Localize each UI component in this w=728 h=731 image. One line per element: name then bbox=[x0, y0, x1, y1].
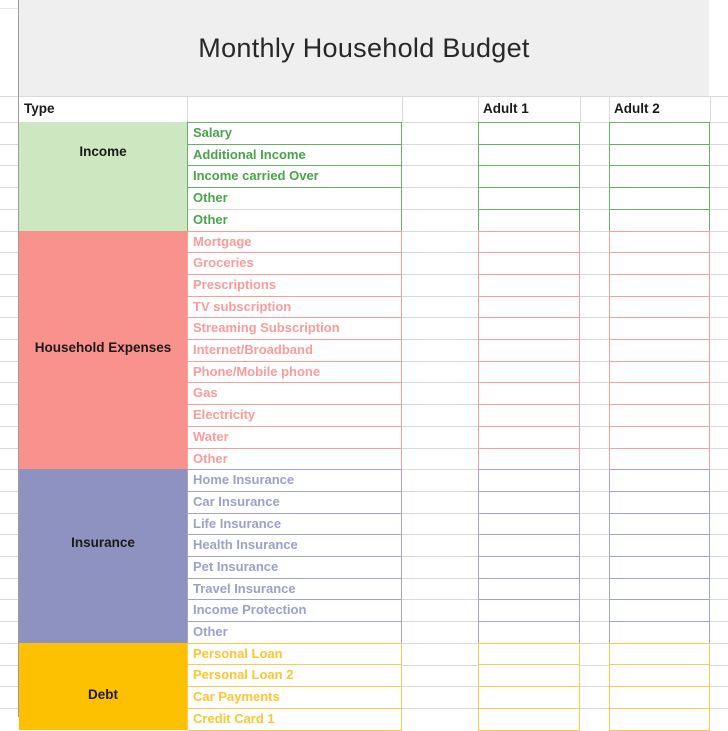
row-divider bbox=[479, 448, 579, 449]
adult1-input-cell[interactable] bbox=[479, 339, 579, 361]
item-cell-car-insurance: Car Insurance bbox=[193, 493, 280, 509]
adult1-input-cell[interactable] bbox=[479, 231, 579, 253]
row-divider bbox=[188, 426, 401, 427]
adult1-input-cell[interactable] bbox=[479, 491, 579, 513]
adult2-input-cell[interactable] bbox=[610, 274, 709, 296]
row-divider bbox=[188, 599, 401, 600]
adult1-input-cell[interactable] bbox=[479, 361, 579, 383]
section-cell-debt bbox=[19, 643, 187, 730]
row-divider bbox=[610, 556, 709, 557]
adult1-input-cell[interactable] bbox=[479, 513, 579, 535]
row-divider bbox=[610, 426, 709, 427]
section-cell-insurance bbox=[19, 469, 187, 643]
item-cell-car-payments: Car Payments bbox=[193, 689, 280, 705]
item-cell-streaming-subscription: Streaming Subscription bbox=[193, 320, 340, 336]
adult1-input-cell[interactable] bbox=[479, 404, 579, 426]
row-divider bbox=[610, 491, 709, 492]
row-divider bbox=[188, 534, 401, 535]
row-divider bbox=[479, 144, 579, 145]
item-cell-internet-broadband: Internet/Broadband bbox=[193, 342, 313, 357]
adult2-value-column-income bbox=[609, 122, 710, 232]
adult1-input-cell[interactable] bbox=[479, 578, 579, 600]
row-divider bbox=[479, 534, 579, 535]
item-cell-health-insurance: Health Insurance bbox=[193, 537, 298, 553]
adult2-value-column-insurance bbox=[609, 469, 710, 644]
row-divider bbox=[610, 209, 709, 210]
row-divider bbox=[610, 513, 709, 514]
column-gridline bbox=[609, 96, 610, 122]
row-divider bbox=[479, 513, 579, 514]
item-cell-credit-card-1: Credit Card 1 bbox=[193, 710, 275, 726]
adult2-input-cell[interactable] bbox=[610, 578, 709, 600]
adult1-input-cell[interactable] bbox=[479, 534, 579, 556]
row-divider bbox=[188, 339, 401, 340]
row-divider bbox=[610, 534, 709, 535]
adult2-value-column-household-expenses bbox=[609, 231, 710, 471]
row-divider bbox=[610, 708, 709, 709]
row-divider bbox=[188, 144, 401, 145]
row-divider bbox=[610, 339, 709, 340]
row-divider bbox=[188, 556, 401, 557]
row-divider bbox=[479, 578, 579, 579]
adult2-value-column-debt bbox=[609, 643, 710, 731]
item-cell-mortgage: Mortgage bbox=[193, 233, 252, 249]
page-title: Monthly Household Budget bbox=[198, 32, 530, 63]
row-divider bbox=[188, 187, 401, 188]
adult2-input-cell[interactable] bbox=[610, 686, 709, 708]
adult2-input-cell[interactable] bbox=[610, 534, 709, 556]
row-divider bbox=[479, 209, 579, 210]
item-cell-phone-mobile-phone: Phone/Mobile phone bbox=[193, 363, 321, 379]
row-divider bbox=[479, 686, 579, 687]
adult1-input-cell[interactable] bbox=[479, 426, 579, 448]
adult2-input-cell[interactable] bbox=[610, 317, 709, 339]
row-divider bbox=[479, 187, 579, 188]
row-gridline bbox=[0, 8, 19, 9]
row-divider bbox=[479, 426, 579, 427]
item-cell-water: Water bbox=[193, 428, 229, 444]
row-divider bbox=[479, 621, 579, 622]
row-divider bbox=[610, 686, 709, 687]
adult2-input-cell[interactable] bbox=[610, 556, 709, 578]
adult2-input-cell[interactable] bbox=[610, 643, 709, 665]
item-cell-groceries: Groceries bbox=[193, 255, 254, 271]
column-gridline bbox=[187, 96, 188, 122]
adult1-value-column-debt bbox=[478, 643, 580, 731]
row-divider bbox=[610, 621, 709, 622]
row-divider bbox=[188, 664, 401, 665]
item-cell-other: Other bbox=[193, 450, 228, 466]
row-divider bbox=[610, 165, 709, 166]
section-cell-household-expenses bbox=[19, 231, 187, 470]
column-gridline bbox=[478, 96, 479, 122]
adult1-input-cell[interactable] bbox=[479, 165, 579, 187]
adult2-input-cell[interactable] bbox=[610, 599, 709, 621]
column-gridline bbox=[402, 96, 403, 122]
adult2-input-cell[interactable] bbox=[610, 708, 709, 730]
row-divider bbox=[479, 556, 579, 557]
adult2-input-cell[interactable] bbox=[610, 664, 709, 686]
type-column-header: Type bbox=[24, 101, 55, 116]
adult1-value-column-income bbox=[478, 122, 580, 232]
row-divider bbox=[188, 317, 401, 318]
item-cell-travel-insurance: Travel Insurance bbox=[193, 580, 296, 596]
row-divider bbox=[479, 404, 579, 405]
row-divider bbox=[479, 599, 579, 600]
adult2-input-cell[interactable] bbox=[610, 382, 709, 404]
section-cell-income bbox=[19, 122, 187, 231]
adult2-input-cell[interactable] bbox=[610, 252, 709, 274]
row-divider bbox=[610, 404, 709, 405]
adult2-input-cell[interactable] bbox=[610, 404, 709, 426]
adult1-input-cell[interactable] bbox=[479, 448, 579, 470]
adult2-input-cell[interactable] bbox=[610, 491, 709, 513]
row-divider bbox=[479, 274, 579, 275]
adult1-input-cell[interactable] bbox=[479, 274, 579, 296]
item-cell-other: Other bbox=[193, 190, 228, 206]
item-cell-gas: Gas bbox=[193, 385, 218, 401]
row-divider bbox=[610, 361, 709, 362]
item-cell-income-carried-over: Income carried Over bbox=[193, 168, 319, 184]
row-divider bbox=[188, 382, 401, 383]
adult1-input-cell[interactable] bbox=[479, 122, 579, 144]
row-divider bbox=[610, 274, 709, 275]
adult2-input-cell[interactable] bbox=[610, 339, 709, 361]
row-divider bbox=[188, 708, 401, 709]
row-divider bbox=[479, 296, 579, 297]
adult2-input-cell[interactable] bbox=[610, 144, 709, 166]
item-cell-personal-loan: Personal Loan bbox=[193, 645, 283, 661]
row-divider bbox=[188, 209, 401, 210]
column-gridline bbox=[710, 96, 711, 122]
adult1-input-cell[interactable] bbox=[479, 599, 579, 621]
adult1-input-cell[interactable] bbox=[479, 643, 579, 665]
adult2-input-cell[interactable] bbox=[610, 513, 709, 535]
adult1-input-cell[interactable] bbox=[479, 187, 579, 209]
section-label-income: Income bbox=[79, 144, 127, 159]
adult1-input-cell[interactable] bbox=[479, 686, 579, 708]
adult1-column-header: Adult 1 bbox=[483, 101, 529, 116]
adult2-input-cell[interactable] bbox=[610, 231, 709, 253]
adult1-input-cell[interactable] bbox=[479, 144, 579, 166]
item-cell-prescriptions: Prescriptions bbox=[193, 276, 277, 292]
section-label-household-expenses: Household Expenses bbox=[34, 340, 172, 355]
row-divider bbox=[479, 165, 579, 166]
row-divider bbox=[188, 274, 401, 275]
row-divider bbox=[188, 491, 401, 492]
item-cell-home-insurance: Home Insurance bbox=[193, 472, 295, 488]
row-divider bbox=[188, 578, 401, 579]
row-divider bbox=[188, 361, 401, 362]
item-name-column-income bbox=[187, 122, 402, 232]
adult2-input-cell[interactable] bbox=[610, 165, 709, 187]
adult1-input-cell[interactable] bbox=[479, 469, 579, 491]
column-gridline bbox=[580, 96, 581, 122]
row-divider bbox=[188, 404, 401, 405]
adult2-input-cell[interactable] bbox=[610, 448, 709, 470]
item-cell-life-insurance: Life Insurance bbox=[193, 515, 282, 531]
adult1-input-cell[interactable] bbox=[479, 708, 579, 730]
adult1-input-cell[interactable] bbox=[479, 317, 579, 339]
row-divider bbox=[479, 252, 579, 253]
adult2-input-cell[interactable] bbox=[610, 426, 709, 448]
adult1-value-column-household-expenses bbox=[478, 231, 580, 471]
row-divider bbox=[610, 599, 709, 600]
row-divider bbox=[610, 144, 709, 145]
adult1-input-cell[interactable] bbox=[479, 296, 579, 318]
row-divider bbox=[479, 664, 579, 665]
item-cell-other: Other bbox=[193, 211, 228, 227]
title-band bbox=[19, 0, 709, 96]
adult2-input-cell[interactable] bbox=[610, 209, 709, 231]
row-divider bbox=[479, 382, 579, 383]
row-divider bbox=[610, 448, 709, 449]
row-divider bbox=[610, 187, 709, 188]
item-cell-other: Other bbox=[193, 624, 228, 640]
row-divider bbox=[479, 491, 579, 492]
adult1-input-cell[interactable] bbox=[479, 621, 579, 643]
item-cell-tv-subscription: TV subscription bbox=[193, 298, 292, 314]
row-divider bbox=[610, 296, 709, 297]
row-divider bbox=[610, 578, 709, 579]
adult2-input-cell[interactable] bbox=[610, 296, 709, 318]
adult2-input-cell[interactable] bbox=[610, 122, 709, 144]
row-divider bbox=[479, 708, 579, 709]
item-name-column-insurance bbox=[187, 469, 402, 644]
row-divider bbox=[610, 382, 709, 383]
adult2-column-header: Adult 2 bbox=[614, 101, 660, 116]
item-cell-income-protection: Income Protection bbox=[193, 602, 307, 618]
row-divider bbox=[479, 339, 579, 340]
adult1-input-cell[interactable] bbox=[479, 382, 579, 404]
row-divider bbox=[610, 664, 709, 665]
row-divider bbox=[188, 621, 401, 622]
row-divider bbox=[479, 317, 579, 318]
adult2-input-cell[interactable] bbox=[610, 621, 709, 643]
row-divider bbox=[610, 317, 709, 318]
adult1-input-cell[interactable] bbox=[479, 252, 579, 274]
row-divider bbox=[188, 252, 401, 253]
row-divider bbox=[188, 513, 401, 514]
adult2-input-cell[interactable] bbox=[610, 187, 709, 209]
adult1-input-cell[interactable] bbox=[479, 209, 579, 231]
item-cell-personal-loan-2: Personal Loan 2 bbox=[193, 667, 294, 683]
adult1-input-cell[interactable] bbox=[479, 556, 579, 578]
item-cell-additional-income: Additional Income bbox=[193, 146, 306, 162]
item-name-column-household-expenses bbox=[187, 231, 402, 471]
item-cell-electricity: Electricity bbox=[193, 407, 256, 423]
row-divider bbox=[188, 448, 401, 449]
adult1-value-column-insurance bbox=[478, 469, 580, 644]
adult2-input-cell[interactable] bbox=[610, 361, 709, 383]
row-divider bbox=[610, 252, 709, 253]
row-divider bbox=[188, 165, 401, 166]
row-divider bbox=[188, 296, 401, 297]
row-divider bbox=[479, 361, 579, 362]
item-name-column-debt bbox=[187, 643, 402, 731]
section-label-insurance: Insurance bbox=[71, 534, 135, 550]
item-cell-pet-insurance: Pet Insurance bbox=[193, 558, 279, 574]
row-divider bbox=[188, 686, 401, 687]
section-label-debt: Debt bbox=[88, 686, 118, 702]
adult1-input-cell[interactable] bbox=[479, 664, 579, 686]
adult2-input-cell[interactable] bbox=[610, 469, 709, 491]
item-cell-salary: Salary bbox=[193, 125, 233, 140]
